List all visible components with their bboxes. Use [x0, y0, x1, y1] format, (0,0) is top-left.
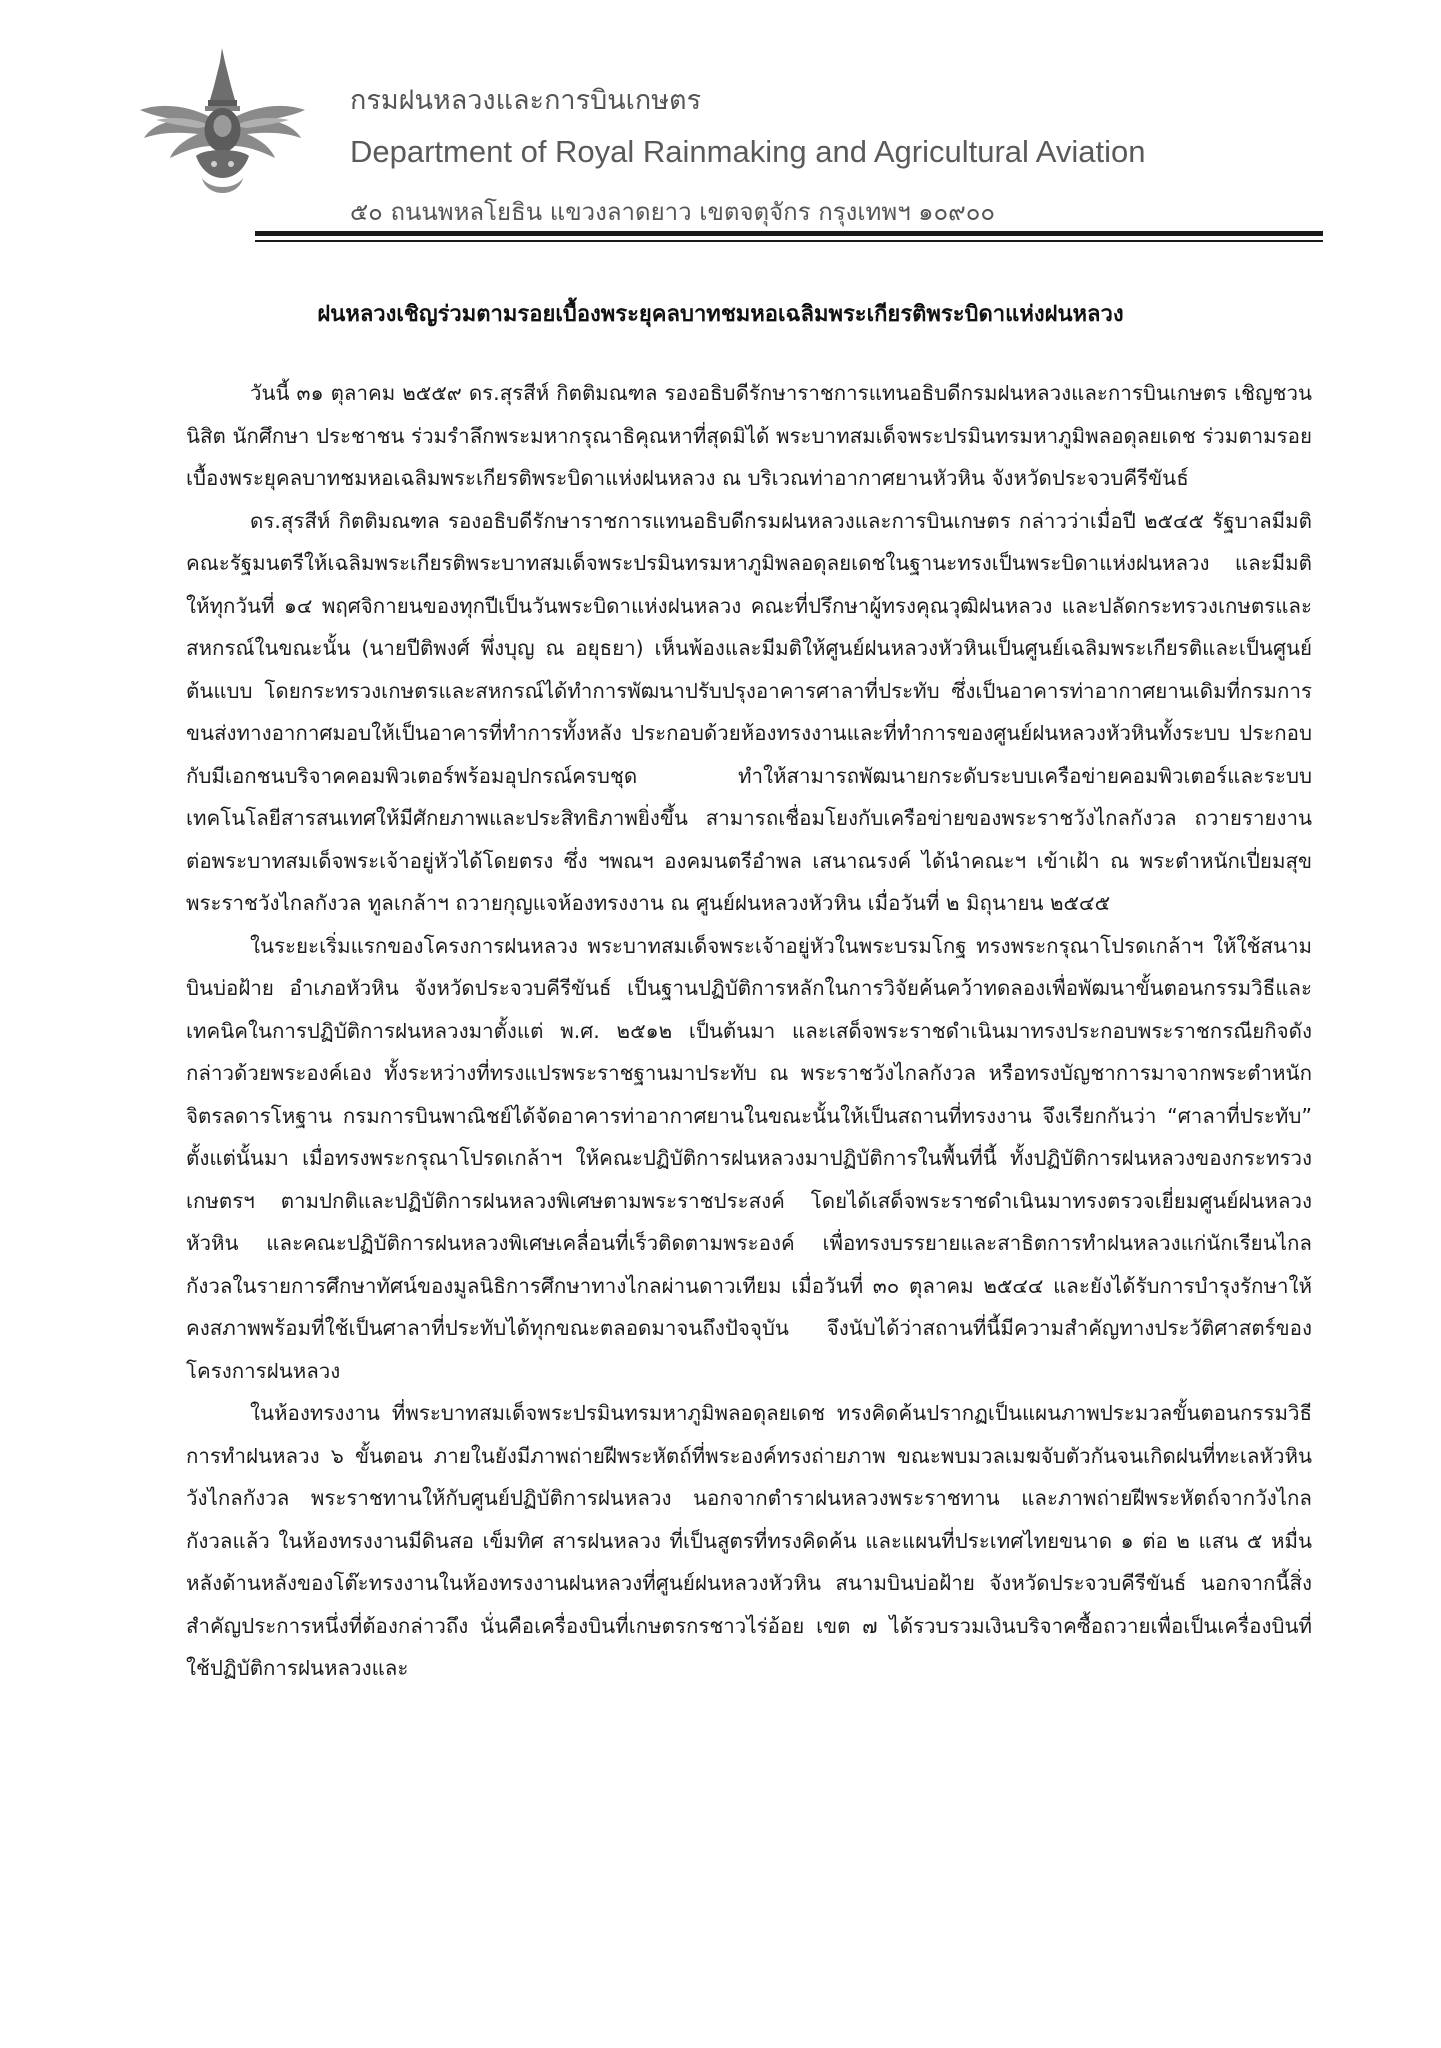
header-rule-thick [255, 231, 1323, 236]
press-release-headline: ฝนหลวงเชิญร่วมตามรอยเบื้องพระยุคลบาทชมหอเฉลิมพระเกียรติพระบิดาแห่งฝนหลวง [317, 302, 1124, 327]
letterhead [0, 0, 1441, 250]
body-paragraph: ในระยะเริ่มแรกของโครงการฝนหลวง พระบาทสมเด็จพระเจ้าอยู่หัวในพระบรมโกฐ ทรงพระกรุณาโปรดเกล้าฯ ให้ใช้สนามบินบ่อฝ้าย อำเภอหัวหิน จังหวัดประจวบคีรีขันธ์ เป็นฐานปฏิบัติการหลักในการวิจัยค้นคว้าทดลองเพื่อพัฒนาขั้นตอนกรรมวิธีและเทคนิคในการปฏิบัติการฝนหลวงมาตั้งแต่ พ.ศ. ๒๕๑๒ เป็นต้นมา และเสด็จพระราชดำเนินมาทรงประกอบพระราชกรณียกิจดังกล่าวด้วยพระองค์เอง ทั้งระหว่างที่ทรงแปรพระราชฐานมาประทับ ณ พระราชวังไกลกังวล หรือทรงบัญชาการมาจากพระตำหนักจิตรลดารโหฐาน กรมการบินพาณิชย์ได้จัดอาคารท่าอากาศยานในขณะนั้นให้เป็นสถานที่ทรงงาน จึงเรียกกันว่า “ศาลาที่ประทับ” ตั้งแต่นั้นมา เมื่อทรงพระกรุณาโปรดเกล้าฯ ให้คณะปฏิบัติการฝนหลวงมาปฏิบัติการในพื้นที่นี้ ทั้งปฏิบัติการฝนหลวงของกระทรวงเกษตรฯ ตามปกติและปฏิบัติการฝนหลวงพิเศษตามพระราชประสงค์ โดยได้เสด็จพระราชดำเนินมาทรงตรวจเยี่ยมศูนย์ฝนหลวงหัวหิน และคณะปฏิบัติการฝนหลวงพิเศษเคลื่อนที่เร็วติดตามพระองค์ เพื่อทรงบรรยายและสาธิตการทำฝนหลวงแก่นักเรียนไกลกังวลในรายการศึกษาทัศน์ของมูลนิธิการศึกษาทางไกลผ่านดาวเทียม เมื่อวันที่ ๓๐ ตุลาคม ๒๕๔๔ และยังได้รับการบำรุงรักษาให้คงสภาพพร้อมที่ใช้เป็นศาลาที่ประทับได้ทุกขณะตลอดมาจนถึงปัจจุบัน จึงนับได้ว่าสถานที่นี้มีความสำคัญทางประวัติศาสตร์ของโครงการฝนหลวง [186, 933, 1312, 1383]
royal-rainmaking-emblem [140, 48, 305, 204]
body-paragraph: ดร.สุรสีห์ กิตติมณฑล รองอธิบดีรักษาราชการแทนอธิบดีกรมฝนหลวงและการบินเกษตร กล่าวว่าเมื่อปี ๒๕๔๕ รัฐบาลมีมติคณะรัฐมนตรีให้เฉลิมพระเกียรติพระบาทสมเด็จพระปรมินทรมหาภูมิพลอดุลยเดชในฐานะทรงเป็นพระบิดาแห่งฝนหลวง และมีมติให้ทุกวันที่ ๑๔ พฤศจิกายนของทุกปีเป็นวันพระบิดาแห่งฝนหลวง คณะที่ปรึกษาผู้ทรงคุณวุฒิฝนหลวง และปลัดกระทรวงเกษตรและสหกรณ์ในขณะนั้น (นายปีติพงศ์ พึ่งบุญ ณ อยุธยา) เห็นพ้องและมีมติให้ศูนย์ฝนหลวงหัวหินเป็นศูนย์เฉลิมพระเกียรติและเป็นศูนย์ต้นแบบ โดยกระทรวงเกษตรและสหกรณ์ได้ทำการพัฒนาปรับปรุงอาคารศาลาที่ประทับ ซึ่งเป็นอาคารท่าอากาศยานเดิมที่กรมการขนส่งทางอากาศมอบให้เป็นอาคารที่ทำการทั้งหลัง ประกอบด้วยห้องทรงงานและที่ทำการของศูนย์ฝนหลวงหัวหินทั้งระบบ ประกอบกับมีเอกชนบริจาคคอมพิวเตอร์พร้อมอุปกรณ์ครบชุด ทำให้สามารถพัฒนายกระดับระบบเครือข่ายคอมพิวเตอร์และระบบเทคโนโลยีสารสนเทศให้มีศักยภาพและประสิทธิภาพยิ่งขึ้น สามารถเชื่อมโยงกับเครือข่ายของพระราชวังไกลกังวล ถวายรายงานต่อพระบาทสมเด็จพระเจ้าอยู่หัวได้โดยตรง ซึ่ง ฯพณฯ องคมนตรีอำพล เสนาณรงค์ ได้นำคณะฯ เข้าเฝ้า ณ พระตำหนักเปี่ยมสุข พระราชวังไกลกังวล ทูลเกล้าฯ ถวายกุญแจห้องทรงงาน ณ ศูนย์ฝนหลวงหัวหิน เมื่อวันที่ ๒ มิถุนายน ๒๕๔๕ [186, 508, 1312, 915]
body-paragraph: ในห้องทรงงาน ที่พระบาทสมเด็จพระปรมินทรมหาภูมิพลอดุลยเดช ทรงคิดค้นปรากฏเป็นแผนภาพประมวลขั้นตอนกรรมวิธี การทำฝนหลวง ๖ ขั้นตอน ภายในยังมีภาพถ่ายฝีพระหัตถ์ที่พระองค์ทรงถ่ายภาพ ขณะพบมวลเมฆจับตัวกันจนเกิดฝนที่ทะเลหัวหิน วังไกลกังวล พระราชทานให้กับศูนย์ปฏิบัติการฝนหลวง นอกจากตำราฝนหลวงพระราชทาน และภาพถ่ายฝีพระหัตถ์จากวังไกลกังวลแล้ว ในห้องทรงงานมีดินสอ เข็มทิศ สารฝนหลวง ที่เป็นสูตรที่ทรงคิดค้น และแผนที่ประเทศไทยขนาด ๑ ต่อ ๒ แสน ๕ หมื่น หลังด้านหลังของโต๊ะทรงงานในห้องทรงงานฝนหลวงที่ศูนย์ฝนหลวงหัวหิน สนามบินบ่อฝ้าย จังหวัดประจวบคีรีขันธ์ นอกจากนี้สิ่งสำคัญประการหนึ่งที่ต้องกล่าวถึง นั่นคือเครื่องบินที่เกษตรกรชาวไร่อ้อย เขต ๗ ได้รวบรวมเงินบริจาคซื้อถวายเพื่อเป็นเครื่องบินที่ใช้ปฏิบัติการฝนหลวงและ [186, 1401, 1312, 1680]
agency-name-thai: กรมฝนหลวงและการบินเกษตร [350, 85, 702, 116]
agency-address: ๕๐ ถนนพหลโยธิน แขวงลาดยาว เขตจตุจักร กรุงเทพฯ ๑๐๙๐๐ [350, 198, 996, 226]
agency-name-english: Department of Royal Rainmaking and Agricultural Aviation [350, 134, 1146, 169]
header-rule-thin [255, 240, 1323, 242]
press-release-body [186, 372, 1312, 1690]
body-paragraph: วันนี้ ๓๑ ตุลาคม ๒๕๕๙ ดร.สุรสีห์ กิตติมณฑล รองอธิบดีรักษาราชการแทนอธิบดีกรมฝนหลวงและการบินเกษตร เชิญชวนนิสิต นักศึกษา ประชาชน ร่วมรำลึกพระมหากรุณาธิคุณหาที่สุดมิได้ พระบาทสมเด็จพระปรมินทรมหาภูมิพลอดุลยเดช ร่วมตามรอยเบื้องพระยุคลบาทชมหอเฉลิมพระเกียรติพระบิดาแห่งฝนหลวง ณ บริเวณท่าอากาศยานหัวหิน จังหวัดประจวบคีรีขันธ์ [186, 381, 1312, 490]
